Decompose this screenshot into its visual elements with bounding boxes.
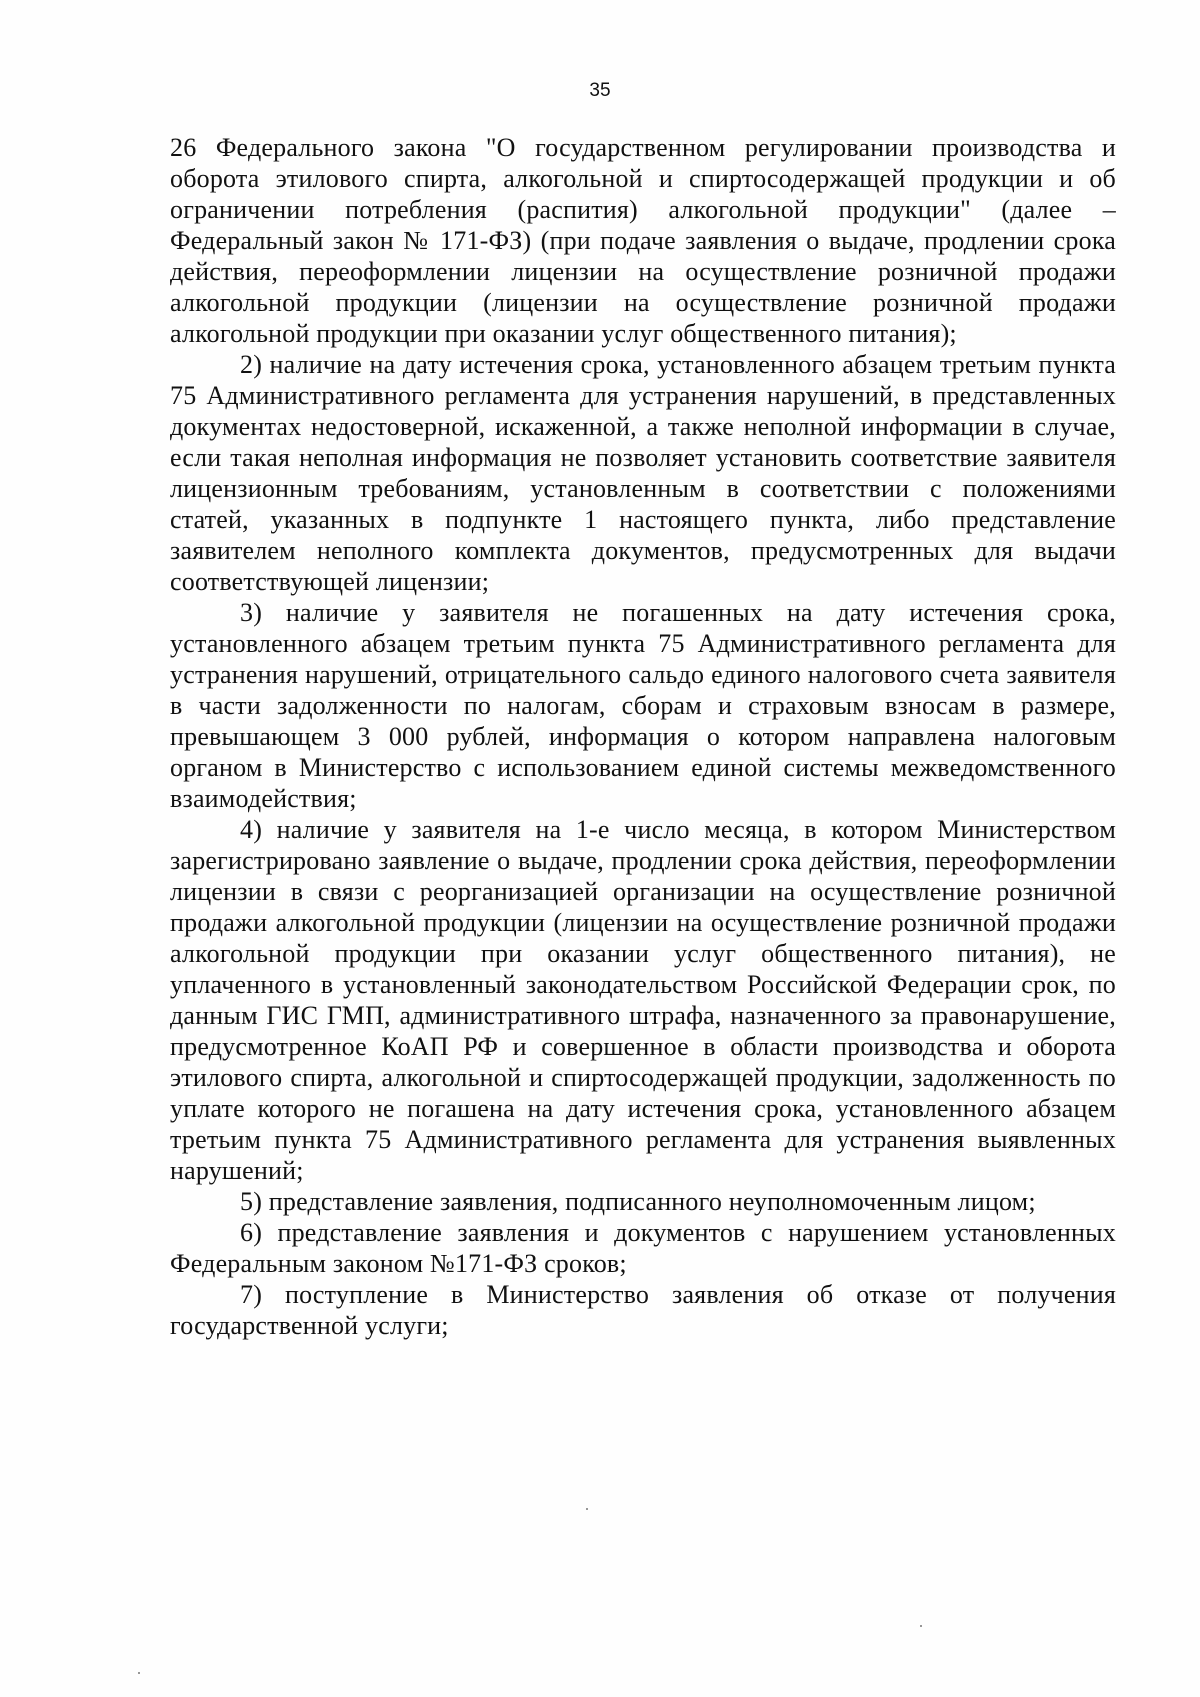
paragraph-item-5: 5) представление заявления, подписанного неуполномоченным лицом; xyxy=(240,1187,1036,1216)
paragraph-item-3: 3) наличие у заявителя не погашенных на дату истечения срока, установленного абзацем третьим пункта 75 Административного регламента для устранения нарушений, отрицательного сальдо единого налогового счета заявителя в части задолженности по налогам, сборам и страховым взносам в размере, превышающем 3 000 рублей, информация о котором направлена налоговым органом в Министерство с использованием единой системы межведомственного взаимодействия; xyxy=(170,598,1116,813)
scan-speck xyxy=(920,1625,922,1627)
scan-speck xyxy=(138,1672,140,1674)
paragraph-item-7: 7) поступление в Министерство заявления об отказе от получения государственной услуги; xyxy=(170,1280,1116,1340)
page-number: 35 xyxy=(589,80,611,101)
paragraph-item-2: 2) наличие на дату истечения срока, установленного абзацем третьим пункта 75 Административного регламента для устранения нарушений, в представленных документах недостоверной, искаженной, а также неполной информации в случае, если такая неполная информация не позволяет установить соответствие заявителя лицензионным требованиям, установленным в соответствии с положениями статей, указанных в подпункте 1 настоящего пункта, либо представление заявителем неполного комплекта документов, предусмотренных для выдачи соответствующей лицензии; xyxy=(170,350,1116,596)
paragraph-item-4: 4) наличие у заявителя на 1-е число месяца, в котором Министерством зарегистрировано заявление о выдаче, продлении срока действия, переоформлении лицензии в связи с реорганизацией организации на осуществление розничной продажи алкогольной продукции (лицензии на осуществление розничной продажи алкогольной продукции при оказании услуг общественного питания), не уплаченного в установленный законодательством Российской Федерации срок, по данным ГИС ГМП, административного штрафа, назначенного за правонарушение, предусмотренное КоАП РФ и совершенное в области производства и оборота этилового спирта, алкогольной и спиртосодержащей продукции, задолженность по уплате которого не погашена на дату истечения срока, установленного абзацем третьим пункта 75 Административного регламента для устранения выявленных нарушений; xyxy=(170,815,1116,1185)
document-body xyxy=(170,132,1116,1341)
scan-speck xyxy=(586,1508,588,1510)
paragraph-continuation: 26 Федерального закона "О государственном регулировании производства и оборота этилового спирта, алкогольной и спиртосодержащей продукции и об ограничении потребления (распития) алкогольной продукции" (далее – Федеральный закон № 171-ФЗ) (при подаче заявления о выдаче, продлении срока действия, переоформлении лицензии на осуществление розничной продажи алкогольной продукции (лицензии на осуществление розничной продажи алкогольной продукции при оказании услуг общественного питания); xyxy=(170,133,1116,348)
paragraph-item-6: 6) представление заявления и документов с нарушением установленных Федеральным законом №171-ФЗ сроков; xyxy=(170,1218,1116,1278)
